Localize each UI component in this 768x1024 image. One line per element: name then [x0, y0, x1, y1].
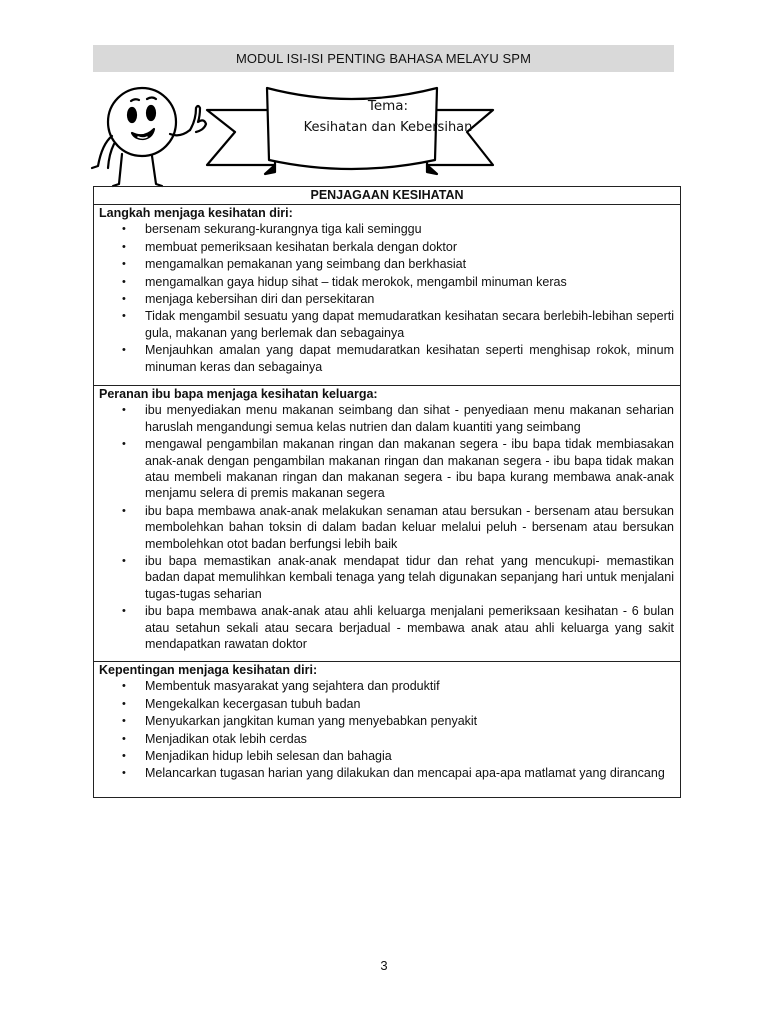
bullet-icon: •: [122, 404, 126, 417]
list-item-text: Mengekalkan kecergasan tubuh badan: [145, 696, 361, 711]
list-item-text: Membentuk masyarakat yang sejahtera dan produktif: [145, 679, 440, 694]
list-item: [99, 342, 674, 375]
list-item-text: Tidak mengambil sesuatu yang dapat memudaratkan kesihatan secara berlebih-lebihan seperti gula, makanan yang berlemak dan sebagainya: [145, 309, 674, 340]
mascot-illustration: [82, 74, 212, 189]
module-header: [93, 45, 674, 72]
list-item: [99, 713, 674, 729]
list-item-text: Menjadikan hidup lebih selesan dan bahagia: [145, 749, 392, 764]
list-item: [99, 402, 674, 435]
list-item: [99, 748, 674, 764]
section-self-care-steps: [94, 205, 680, 385]
list-item: [99, 503, 674, 552]
list-item-text: mengamalkan gaya hidup sihat – tidak merokok, mengambil minuman keras: [145, 274, 567, 289]
list-item: [99, 765, 674, 781]
list-item: [99, 291, 674, 307]
bullet-icon: •: [122, 258, 126, 271]
module-title: MODUL ISI-ISI PENTING BAHASA MELAYU SPM: [235, 51, 532, 66]
section-heading: Kepentingan menjaga kesihatan diri:: [99, 663, 318, 677]
bullet-icon: •: [122, 715, 126, 728]
list-item: [99, 436, 674, 502]
list-item: [99, 731, 674, 747]
banner-label: Tema:: [367, 98, 409, 114]
bullet-list: [99, 221, 674, 375]
list-item-text: bersenam sekurang-kurangnya tiga kali seminggu: [145, 222, 422, 237]
list-item-text: mengamalkan pemakanan yang seimbang dan berkhasiat: [145, 257, 467, 272]
bullet-icon: •: [122, 767, 126, 780]
table-title: PENJAGAAN KESIHATAN: [94, 187, 680, 205]
list-item: [99, 239, 674, 255]
bullet-icon: •: [122, 697, 126, 710]
list-item: [99, 274, 674, 290]
bullet-icon: •: [122, 438, 126, 451]
bullet-list: [99, 678, 674, 781]
bullet-icon: •: [122, 240, 126, 253]
bullet-icon: •: [122, 504, 126, 517]
section-heading: Peranan ibu bapa menjaga kesihatan keluarga:: [99, 387, 378, 401]
list-item-text: membuat pemeriksaan kesihatan berkala dengan doktor: [145, 239, 457, 254]
bullet-icon: •: [122, 680, 126, 693]
banner-theme: Kesihatan dan Kebersihan: [303, 120, 473, 135]
bullet-icon: •: [122, 732, 126, 745]
bullet-icon: •: [122, 555, 126, 568]
list-item: [99, 256, 674, 272]
bullet-icon: •: [122, 750, 126, 763]
bullet-icon: •: [122, 223, 126, 236]
section-parents-role: [94, 385, 680, 661]
banner-text: [270, 96, 506, 138]
list-item: [99, 678, 674, 694]
list-item-text: ibu menyediakan menu makanan seimbang dan sihat - penyediaan menu makanan seharian haruslah mengandungi semua kelas nutrien dan dalam kuantiti yang seimbang: [145, 403, 674, 434]
bullet-icon: •: [122, 275, 126, 288]
list-item: [99, 308, 674, 341]
list-item-text: Menjauhkan amalan yang dapat memudaratkan kesihatan seperti menghisap rokok, minum minuman keras dan sebagainya: [145, 343, 674, 374]
list-item: [99, 553, 674, 602]
list-item-text: mengawal pengambilan makanan ringan dan makanan segera - ibu bapa tidak membiasakan anak-anak dengan pengambilan makanan ringan dan makanan segera - ibu bapa tidak makan atau membeli makanan ringan dan makanan segera - ibu bapa kurang membawa anak-anak menjamu selera di premis makanan segera: [145, 437, 674, 501]
bullet-icon: •: [122, 310, 126, 323]
page-number: 3: [380, 958, 388, 973]
section-importance: [94, 661, 680, 782]
list-item-text: ibu bapa membawa anak-anak atau ahli keluarga menjalani pemeriksaan kesihatan - 6 bulan atau setahun sekali atau secara berjadual - membawa anak atau ahli keluarga yang sakit mendapatkan rawatan doktor: [145, 604, 674, 652]
section-heading: Langkah menjaga kesihatan diri:: [99, 206, 293, 220]
list-item-text: ibu bapa membawa anak-anak melakukan senaman atau bersukan - bersenam atau bersukan membolehkan bahan toksin di dalam badan keluar melalui peluh - bersenam atau bersukan membolehkan otot badan berfungsi lebih baik: [145, 503, 674, 551]
bullet-icon: •: [122, 605, 126, 618]
bullet-icon: •: [122, 344, 126, 357]
list-item-text: Melancarkan tugasan harian yang dilakukan dan mencapai apa-apa matlamat yang dirancang: [145, 766, 665, 781]
health-table: [93, 186, 681, 798]
list-item-text: menjaga kebersihan diri dan persekitaran: [145, 292, 375, 307]
list-item-text: Menjadikan otak lebih cerdas: [145, 731, 307, 746]
bullet-icon: •: [122, 293, 126, 306]
bullet-list: [99, 402, 674, 652]
list-item-text: Menyukarkan jangkitan kuman yang menyebabkan penyakit: [145, 714, 478, 729]
list-item: [99, 696, 674, 712]
list-item: [99, 603, 674, 652]
list-item-text: ibu bapa memastikan anak-anak mendapat tidur dan rehat yang mencukupi- memastikan badan dapat memulihkan kembali tenaga yang telah digunakan sepanjang hari untuk menjalani tugas-tugas seharian: [145, 554, 674, 601]
list-item: [99, 221, 674, 237]
